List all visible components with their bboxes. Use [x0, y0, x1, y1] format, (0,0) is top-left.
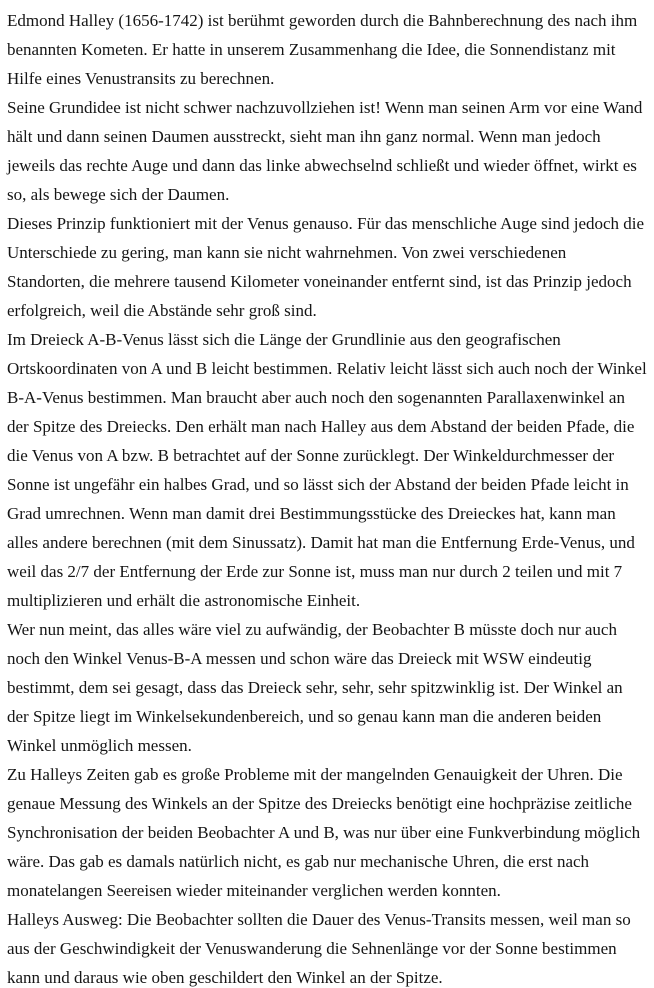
text-line: erfolgreich, weil die Abstände sehr groß sind. — [7, 301, 317, 320]
paragraph-grundidee — [7, 93, 650, 209]
text-line: genaue Messung des Winkels an der Spitze des Dreiecks benötigt eine hochpräzise zeitliche — [7, 794, 632, 813]
text-line: die Venus von A bzw. B betrachtet auf der Sonne zurücklegt. Der Winkeldurchmesser der — [7, 446, 615, 465]
text-line: Grad umrechnen. Wenn man damit drei Bestimmungsstücke des Dreieckes hat, kann man — [7, 504, 616, 523]
text-line: multiplizieren und erhält die astronomische Einheit. — [7, 591, 361, 610]
text-line: der Spitze liegt im Winkelsekundenbereich, und so genau kann man die anderen beiden — [7, 707, 602, 726]
paragraph-dreieck-berechnung — [7, 325, 650, 615]
text-line: der Spitze des Dreiecks. Den erhält man nach Halley aus dem Abstand der beiden Pfade, die — [7, 417, 635, 436]
text-line: Zu Halleys Zeiten gab es große Probleme mit der mangelnden Genauigkeit der Uhren. Die — [7, 765, 623, 784]
paragraph-uhren-problem — [7, 760, 650, 905]
paragraph-halley-intro — [7, 6, 650, 93]
text-line: Hilfe eines Venustransits zu berechnen. — [7, 69, 275, 88]
text-line: Dieses Prinzip funktioniert mit der Venus genauso. Für das menschliche Auge sind jedoch die — [7, 214, 645, 233]
text-line: aus der Geschwindigkeit der Venuswanderung die Sehnenlänge vor der Sonne bestimmen — [7, 939, 617, 958]
text-line: monatelangen Seereisen wieder miteinander verglichen werden konnten. — [7, 881, 501, 900]
text-line: jeweils das rechte Auge und dann das linke abwechselnd schließt und wieder öffnet, wirkt es — [7, 156, 637, 175]
text-line: kann und daraus wie oben geschildert den Winkel an der Spitze. — [7, 968, 443, 987]
text-line: Halleys Ausweg: Die Beobachter sollten die Dauer des Venus-Transits messen, weil man so — [7, 910, 631, 929]
text-line: wäre. Das gab es damals natürlich nicht, es gab nur mechanische Uhren, die erst nach — [7, 852, 590, 871]
text-line: so, als bewege sich der Daumen. — [7, 185, 230, 204]
text-line: weil das 2/7 der Entfernung der Erde zur Sonne ist, muss man nur durch 2 teilen und mit 7 — [7, 562, 623, 581]
text-line: Wer nun meint, das alles wäre viel zu aufwändig, der Beobachter B müsste doch nur auch — [7, 620, 617, 639]
text-line: alles andere berechnen (mit dem Sinussatz). Damit hat man die Entfernung Erde-Venus, und — [7, 533, 635, 552]
text-line: Edmond Halley (1656-1742) ist berühmt geworden durch die Bahnberechnung des nach ihm — [7, 11, 638, 30]
text-line: benannten Kometen. Er hatte in unserem Zusammenhang die Idee, die Sonnendistanz mit — [7, 40, 616, 59]
text-line: bestimmt, dem sei gesagt, dass das Dreieck sehr, sehr, sehr spitzwinklig ist. Der Winkel an — [7, 678, 623, 697]
text-line: B-A-Venus bestimmen. Man braucht aber auch noch den sogenannten Parallaxenwinkel an — [7, 388, 625, 407]
text-line: Synchronisation der beiden Beobachter A und B, was nur über eine Funkverbindung möglich — [7, 823, 641, 842]
text-line: hält und dann seinen Daumen ausstreckt, sieht man ihn ganz normal. Wenn man jedoch — [7, 127, 601, 146]
text-line: Sonne ist ungefähr ein halbes Grad, und so lässt sich der Abstand der beiden Pfade leicht in — [7, 475, 629, 494]
text-line: Winkel unmöglich messen. — [7, 736, 192, 755]
paragraph-prinzip-venus — [7, 209, 650, 325]
text-line: noch den Winkel Venus-B-A messen und schon wäre das Dreieck mit WSW eindeutig — [7, 649, 592, 668]
text-line: Unterschiede zu gering, man kann sie nicht wahrnehmen. Von zwei verschiedenen — [7, 243, 567, 262]
paragraph-halleys-ausweg — [7, 905, 650, 988]
text-line: Standorten, die mehrere tausend Kilometer voneinander entfernt sind, ist das Prinzip jedoch — [7, 272, 632, 291]
text-line: Ortskoordinaten von A und B leicht bestimmen. Relativ leicht lässt sich auch noch der Winkel — [7, 359, 647, 378]
text-line: Im Dreieck A-B-Venus lässt sich die Länge der Grundlinie aus den geografischen — [7, 330, 561, 349]
text-line: Seine Grundidee ist nicht schwer nachzuvollziehen ist! Wenn man seinen Arm vor eine Wand — [7, 98, 643, 117]
paragraph-spitzwinklig — [7, 615, 650, 760]
